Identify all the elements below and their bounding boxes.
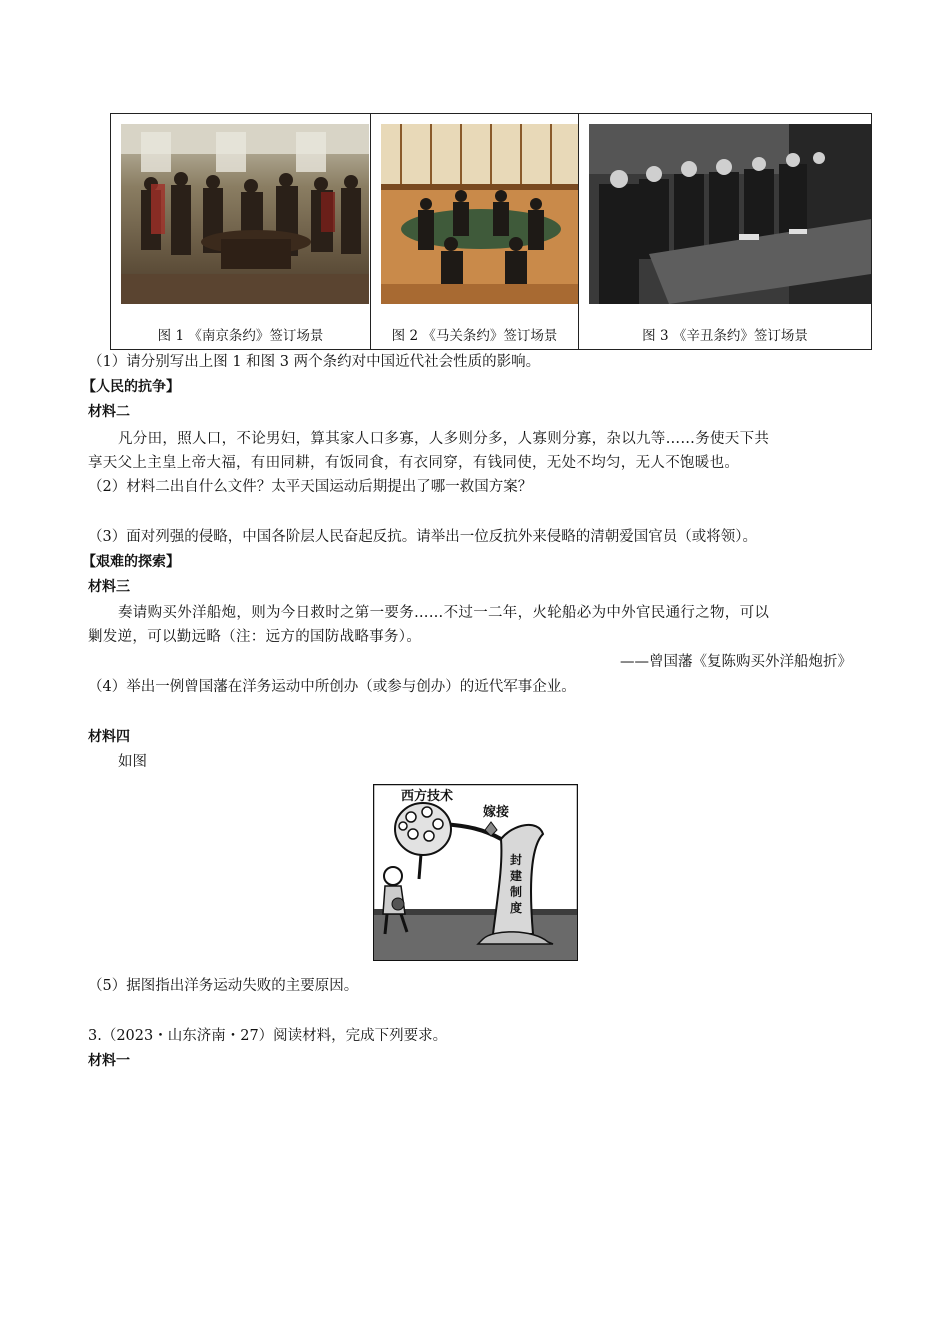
cartoon-trunk-char: 度 <box>510 901 523 915</box>
cartoon-trunk-char: 制 <box>510 885 523 899</box>
material-4-label: 材料四 <box>88 729 130 745</box>
boxer-protocol-photo <box>589 124 871 304</box>
question-3: （3）面对列强的侵略，中国各阶层人民奋起反抗。请举出一位反抗外来侵略的清朝爱国官员（或将领）。 <box>88 529 757 545</box>
section-heading-explore: 【艰难的探索】 <box>82 554 180 570</box>
question-3-heading: 3.（2023・山东济南・27）阅读材料，完成下列要求。 <box>88 1028 448 1044</box>
question-4: （4）举出一例曾国藩在洋务运动中所创办（或参与创办）的近代军事企业。 <box>88 679 576 695</box>
figure-2-caption: 图 2 《马关条约》签订场景 <box>391 328 558 344</box>
figure-3 <box>579 114 871 349</box>
grafting-cartoon <box>373 784 578 961</box>
cartoon-label-west: 西方技术 <box>401 789 454 804</box>
question-1: （1）请分别写出上图 1 和图 3 两个条约对中国近代社会性质的影响。 <box>88 354 541 370</box>
figure-1 <box>111 114 370 349</box>
cartoon-trunk-char: 建 <box>510 869 523 883</box>
material-2-label: 材料二 <box>88 404 130 420</box>
material-2-text-line2: 享天父上主皇上帝大福，有田同耕，有饭同食，有衣同穿，有钱同使，无处不均匀，无人不饱暖也。 <box>88 455 740 471</box>
material-2-text-line1: 凡分田，照人口，不论男妇，算其家人口多寡，人多则分多，人寡则分寡，杂以九等……务使天下共 <box>118 431 770 447</box>
material-3-text-line1: 奏请购买外洋船炮，则为今日救时之第一要务……不过一二年，火轮船必为中外官民通行之物，可以 <box>118 605 770 621</box>
figure-3-caption: 图 3 《辛丑条约》签订场景 <box>642 328 808 344</box>
figure-1-caption: 图 1 《南京条约》签订场景 <box>157 328 324 344</box>
section-heading-struggle: 【人民的抗争】 <box>82 379 180 395</box>
question-5: （5）据图指出洋务运动失败的主要原因。 <box>88 978 359 994</box>
cartoon-label-graft: 嫁接 <box>483 805 510 820</box>
material-3-text-line2: 剿发逆，可以勤远略（注：远方的国防战略事务）。 <box>88 629 422 645</box>
material-3-label: 材料三 <box>88 579 130 595</box>
shimonoseki-treaty-photo <box>381 124 578 304</box>
question-2: （2）材料二出自什么文件？太平天国运动后期提出了哪一救国方案？ <box>88 479 533 495</box>
figure-2 <box>371 114 578 349</box>
material-1-label: 材料一 <box>88 1053 130 1069</box>
cartoon-trunk-char: 封 <box>510 853 523 867</box>
material-4-text: 如图 <box>118 754 147 770</box>
nanjing-treaty-photo <box>121 124 369 304</box>
material-3-source: ——曾国藩《复陈购买外洋船炮折》 <box>620 654 852 670</box>
figure-table <box>110 113 872 350</box>
